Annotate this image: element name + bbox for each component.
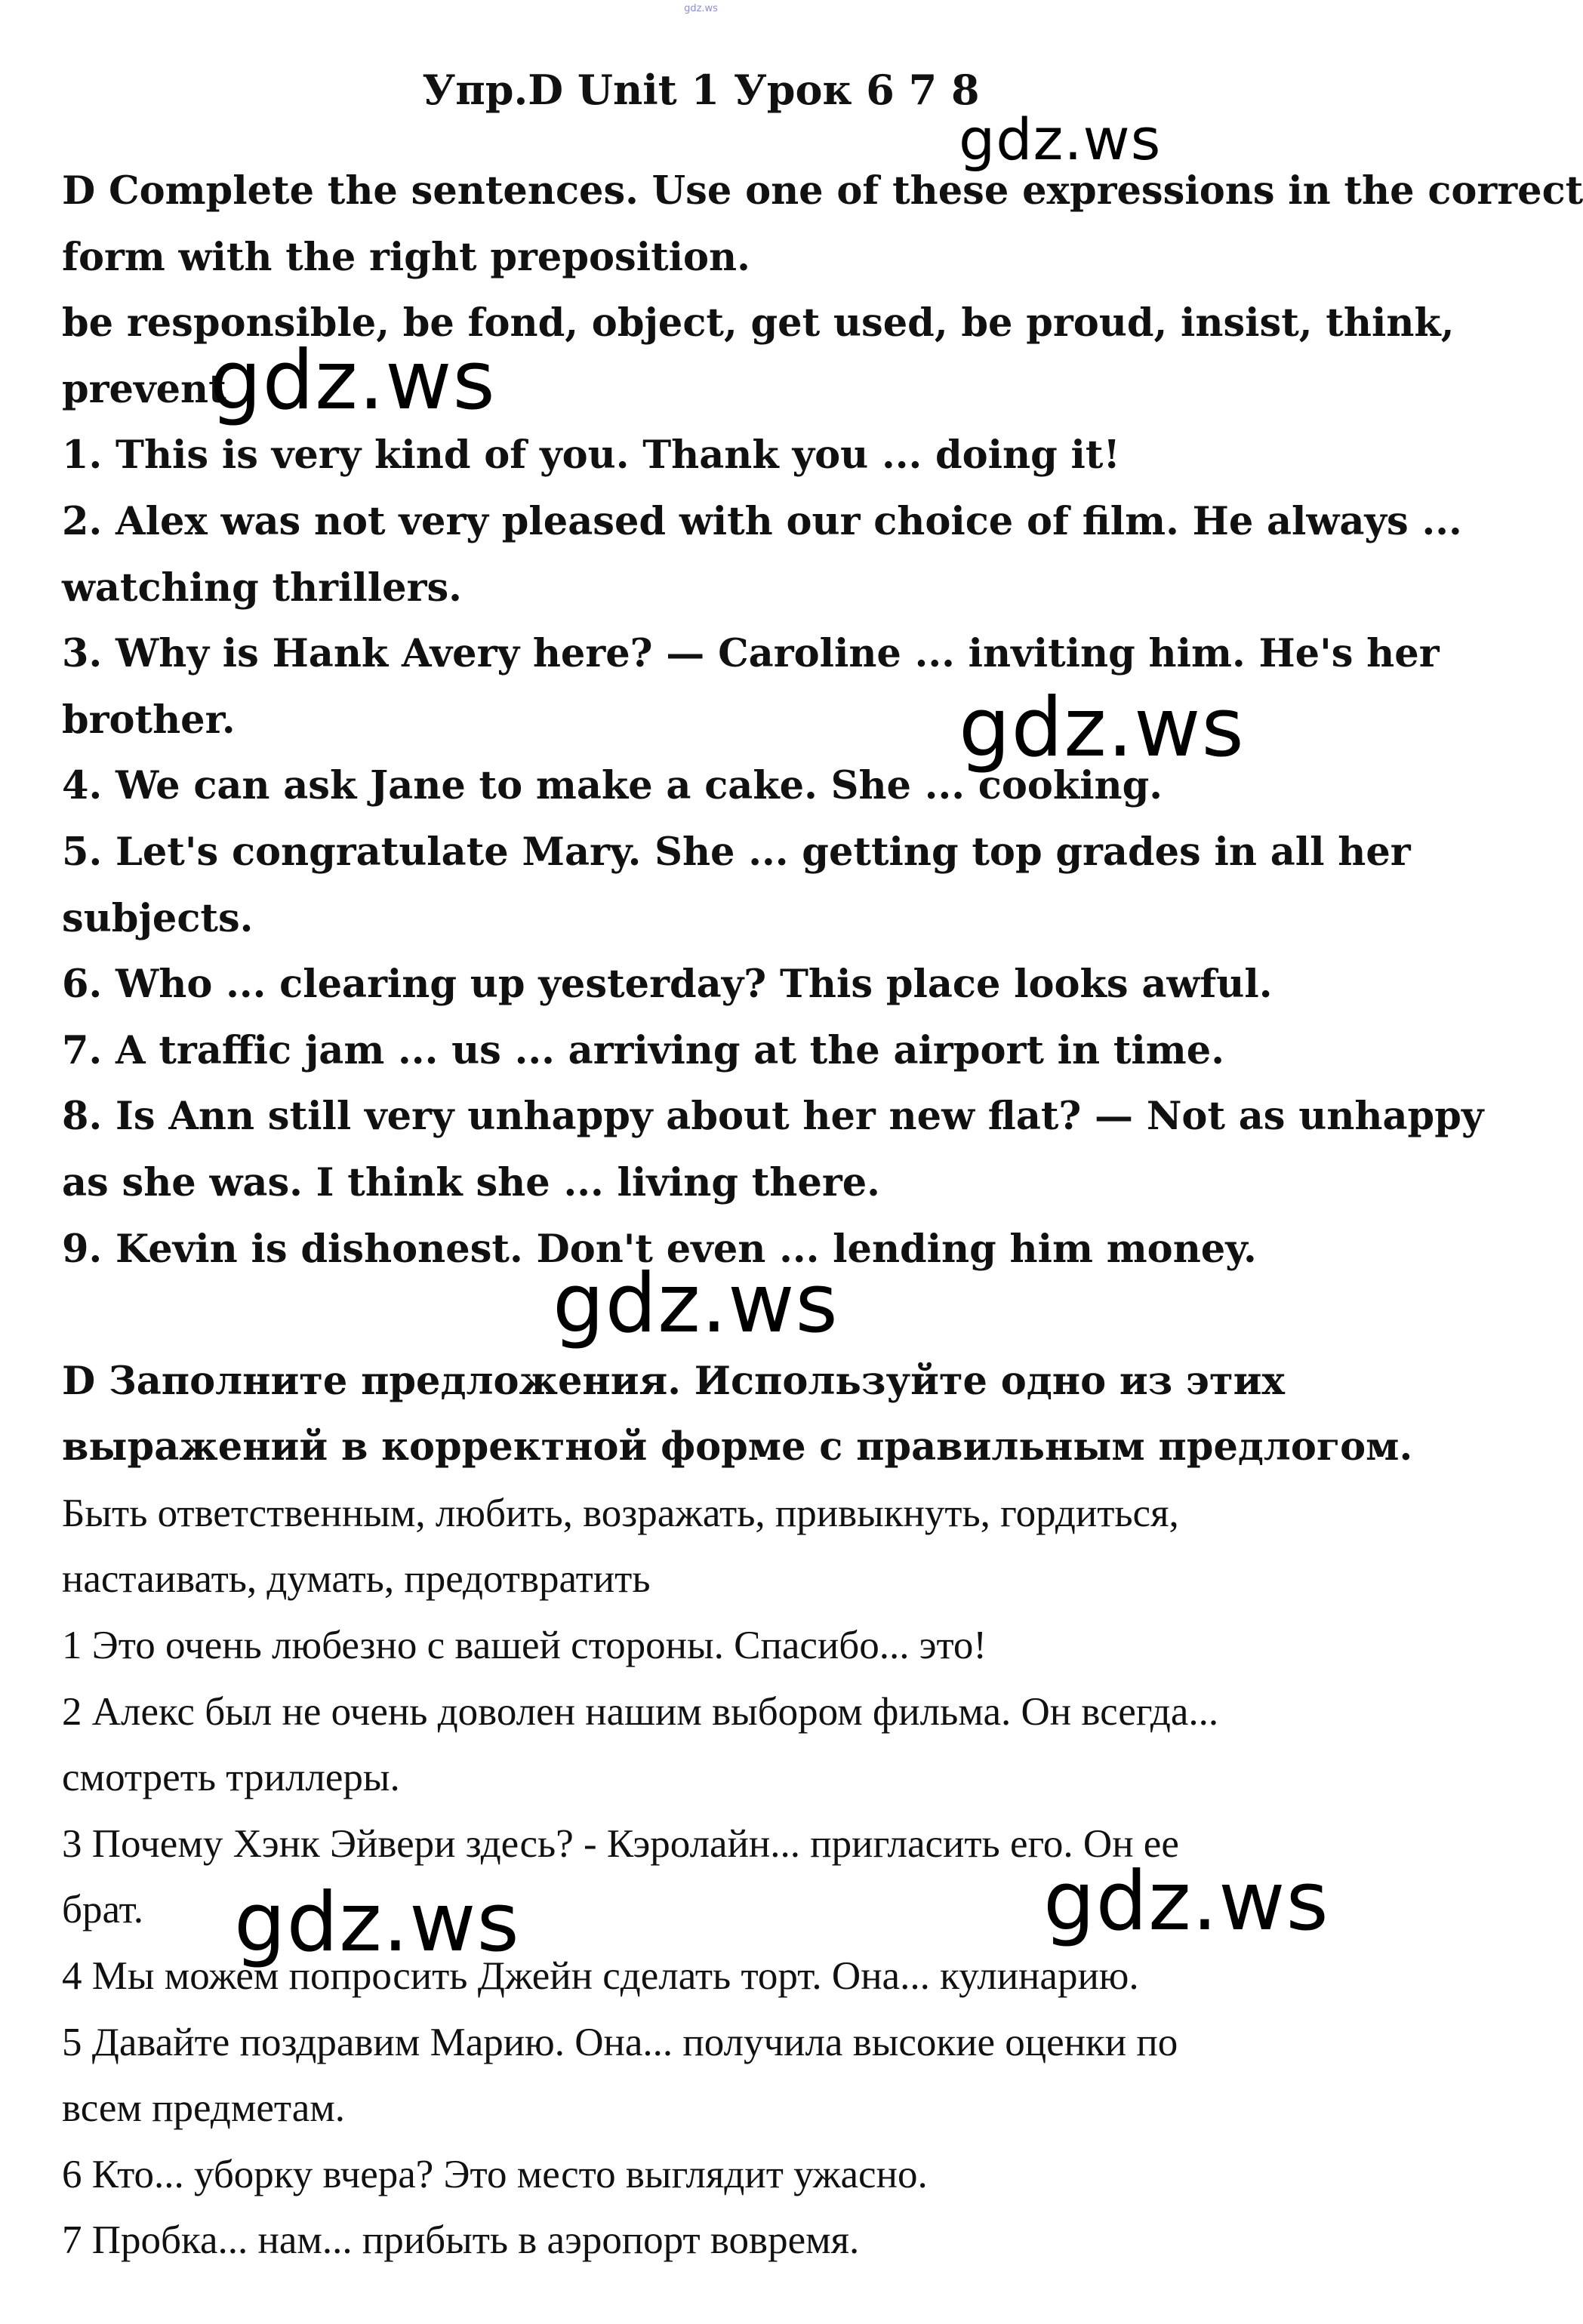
watermark: gdz.ws: [234, 1876, 520, 1970]
english-instruction: D Complete the sentences. Use one of these expressions in the correct: [62, 168, 1583, 214]
english-sentence-9: 9. Kevin is dishonest. Don't even ... lending him money.: [62, 1226, 1257, 1272]
watermark: gdz.ws: [553, 1257, 839, 1351]
russian-sentence-2: 2 Алекс был не очень доволен нашим выбором фильма. Он всегда...: [62, 1689, 1219, 1734]
english-sentence-3: 3. Why is Hank Avery here? — Caroline ... inviting him. He's her: [62, 631, 1440, 677]
english-expressions-cont: prevent: [62, 366, 226, 412]
watermark: gdz.ws: [959, 681, 1245, 775]
english-sentence-1: 1. This is very kind of you. Thank you ... doing it!: [62, 432, 1120, 479]
russian-instruction: D Заполните предложения. Используйте одно из этих: [62, 1358, 1285, 1404]
english-sentence-8: 8. Is Ann still very unhappy about her new flat? — Not as unhappy: [62, 1094, 1484, 1140]
russian-sentence-3: 3 Почему Хэнк Эйвери здесь? - Кэролайн... пригласить его. Он ее: [62, 1821, 1179, 1866]
exercise-content: [62, 159, 1583, 2274]
page-title: Упр.D Unit 1 Урок 6 7 8: [422, 66, 980, 114]
watermark: gdz.ws: [210, 334, 496, 428]
english-sentence-5-cont: subjects.: [62, 895, 254, 941]
russian-instruction-cont: выражений в корректной форме с правильным предлогом.: [62, 1424, 1413, 1470]
top-watermark: gdz.ws: [684, 3, 718, 14]
russian-sentence-2-cont: смотреть триллеры.: [62, 1756, 400, 1800]
english-sentence-5: 5. Let's congratulate Mary. She ... getting top grades in all her: [62, 829, 1411, 875]
russian-expressions: Быть ответственным, любить, возражать, привыкнуть, гордиться,: [62, 1491, 1179, 1535]
watermark: gdz.ws: [959, 106, 1162, 173]
english-sentence-7: 7. A traffic jam ... us ... arriving at the airport in time.: [62, 1027, 1224, 1073]
russian-sentence-1: 1 Это очень любезно с вашей стороны. Спасибо... это!: [62, 1624, 987, 1668]
russian-sentence-6: 6 Кто... уборку вчера? Это место выглядит ужасно.: [62, 2152, 928, 2196]
english-sentence-6: 6. Who ... clearing up yesterday? This place looks awful.: [62, 962, 1273, 1008]
english-sentence-2: 2. Alex was not very pleased with our choice of film. He always ...: [62, 498, 1462, 544]
russian-sentence-5-cont: всем предметам.: [62, 2086, 346, 2131]
english-instruction-cont: form with the right preposition.: [62, 234, 750, 280]
russian-sentence-3-cont: брат.: [62, 1888, 144, 1932]
english-sentence-2-cont: watching thrillers.: [62, 565, 462, 611]
english-sentence-4: 4. We can ask Jane to make a cake. She ... cooking.: [62, 763, 1163, 809]
russian-expressions-cont: настаивать, думать, предотвратить: [62, 1557, 651, 1602]
russian-sentence-7: 7 Пробка... нам... прибыть в аэропорт вовремя.: [62, 2218, 860, 2263]
english-expressions: be responsible, be fond, object, get used, be proud, insist, think,: [62, 300, 1455, 346]
russian-sentence-4: 4 Мы можем попросить Джейн сделать торт. Она... кулинарию.: [62, 1954, 1139, 1999]
english-sentence-8-cont: as she was. I think she ... living there.: [62, 1159, 880, 1205]
russian-sentence-5: 5 Давайте поздравим Марию. Она... получила высокие оценки по: [62, 2020, 1178, 2064]
watermark: gdz.ws: [1043, 1855, 1329, 1949]
spacer: [62, 1282, 1360, 1349]
english-sentence-3-cont: brother.: [62, 697, 236, 743]
